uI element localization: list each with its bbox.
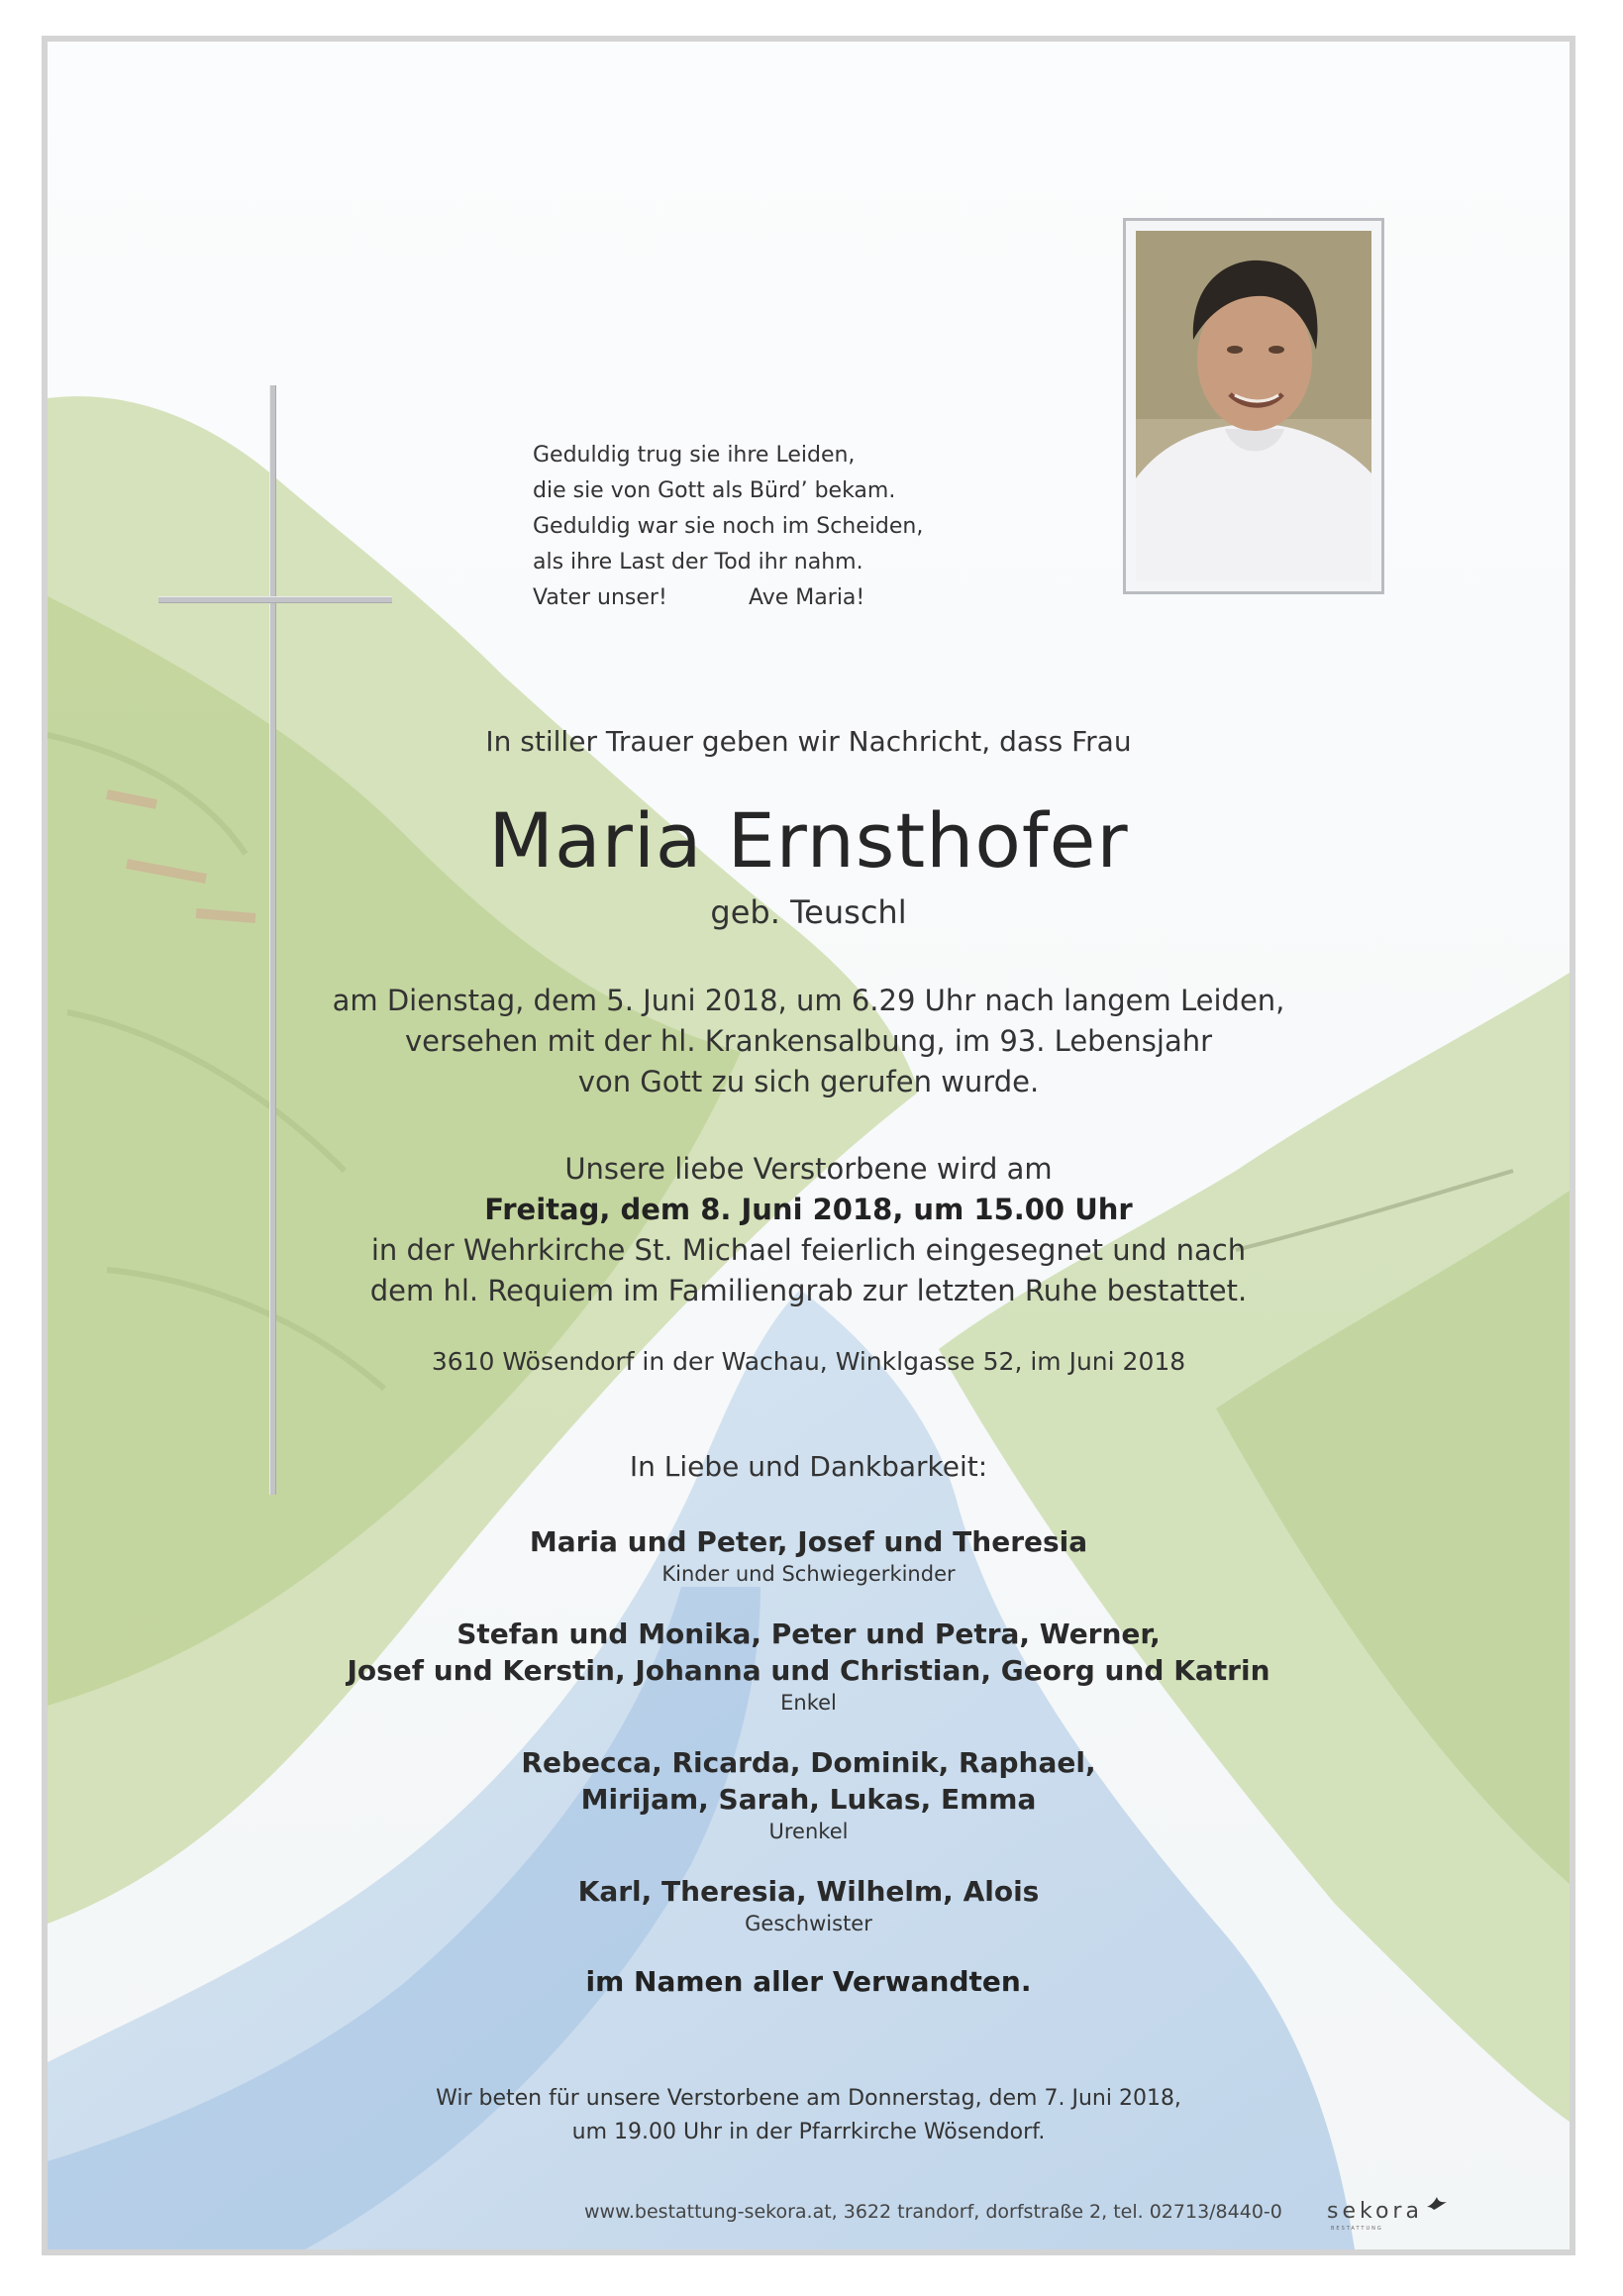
family-list xyxy=(48,1523,1570,1965)
burial-line: dem hl. Requiem im Familiengrab zur letzten Ruhe bestattet. xyxy=(369,1274,1248,1307)
prayer-left: Vater unser! xyxy=(533,585,667,610)
family-group xyxy=(48,1523,1570,1588)
bird-icon xyxy=(1426,2195,1448,2211)
love-line: In Liebe und Dankbarkeit: xyxy=(629,1450,988,1483)
intro-text: In stiller Trauer geben wir Nachricht, dass Frau xyxy=(485,725,1132,758)
address-line: 3610 Wösendorf in der Wachau, Winklgasse 52, im Juni 2018 xyxy=(431,1347,1186,1376)
burial-line: Unsere liebe Verstorbene wird am xyxy=(564,1152,1053,1186)
death-line: am Dienstag, dem 5. Juni 2018, um 6.29 Uhr nach langem Leiden, xyxy=(332,984,1285,1017)
cross-icon xyxy=(269,385,276,1495)
family-relation: Geschwister xyxy=(745,1912,872,1935)
obituary-frame xyxy=(42,36,1575,2255)
portrait-frame xyxy=(1123,218,1384,594)
verse-line: die sie von Gott als Bürd’ bekam. xyxy=(533,478,896,503)
family-names: Rebecca, Ricarda, Dominik, Raphael, xyxy=(521,1746,1096,1779)
verse-line: Geduldig war sie noch im Scheiden, xyxy=(533,514,924,539)
family-names: Maria und Peter, Josef und Theresia xyxy=(529,1525,1088,1558)
death-line: versehen mit der hl. Krankensalbung, im 93. Lebensjahr xyxy=(404,1024,1213,1058)
verse-line: Geduldig trug sie ihre Leiden, xyxy=(533,443,856,468)
family-group xyxy=(48,1616,1570,1717)
cross-icon-bar xyxy=(158,596,392,603)
family-group xyxy=(48,1873,1570,1937)
prayer-line: um 19.00 Uhr in der Pfarrkirche Wösendorf. xyxy=(571,2120,1046,2144)
obituary-content xyxy=(48,42,1570,2249)
family-names: Karl, Theresia, Wilhelm, Alois xyxy=(577,1875,1040,1908)
sekora-logo xyxy=(1327,2195,1446,2235)
verse-line: als ihre Last der Tod ihr nahm. xyxy=(533,550,863,574)
prayer-right: Ave Maria! xyxy=(749,585,865,610)
family-group xyxy=(48,1744,1570,1845)
birth-name: geb. Teuschl xyxy=(710,893,907,931)
family-names: Mirijam, Sarah, Lukas, Emma xyxy=(580,1783,1037,1816)
burial-line: in der Wehrkirche St. Michael feierlich eingesegnet und nach xyxy=(370,1233,1247,1267)
prayer-service xyxy=(48,2082,1570,2149)
portrait-photo xyxy=(1136,231,1371,581)
logo-word: sekora xyxy=(1327,2199,1423,2224)
death-notice xyxy=(48,981,1570,1102)
prayer-line: Wir beten für unsere Verstorbene am Donnerstag, dem 7. Juni 2018, xyxy=(436,2086,1181,2111)
footer xyxy=(48,2193,1570,2233)
family-names: Stefan und Monika, Peter und Petra, Werner, xyxy=(456,1618,1161,1650)
deceased-name: Maria Ernsthofer xyxy=(488,796,1129,885)
death-line: von Gott zu sich gerufen wurde. xyxy=(577,1065,1040,1098)
memorial-verse xyxy=(533,438,923,616)
family-relation: Urenkel xyxy=(768,1820,849,1843)
family-relation: Enkel xyxy=(780,1691,837,1715)
family-names: Josef und Kerstin, Johanna und Christian, Georg und Katrin xyxy=(347,1654,1270,1687)
verse-prayers xyxy=(533,580,923,616)
logo-sub: BESTATTUNG xyxy=(1331,2226,1383,2232)
footer-contact: www.bestattung-sekora.at, 3622 trandorf, dorfstraße 2, tel. 02713/8440-0 xyxy=(584,2201,1282,2223)
burial-date: Freitag, dem 8. Juni 2018, um 15.00 Uhr xyxy=(484,1193,1133,1226)
closing-line: im Namen aller Verwandten. xyxy=(585,1965,1032,1998)
burial-notice xyxy=(48,1149,1570,1311)
family-relation: Kinder und Schwiegerkinder xyxy=(661,1562,956,1586)
